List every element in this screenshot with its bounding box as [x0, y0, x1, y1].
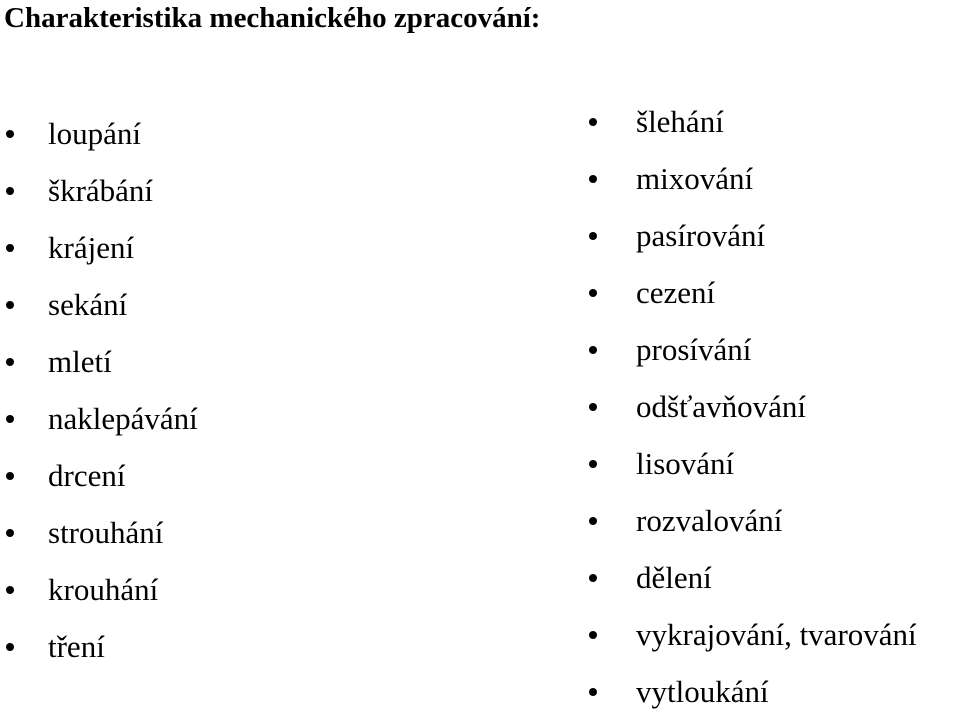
bullet-icon	[589, 574, 597, 582]
list-item	[586, 150, 917, 207]
page-title: Charakteristika mechanického zpracování:	[4, 2, 541, 34]
list-item	[0, 105, 198, 162]
list-item-label: odšťavňování	[636, 389, 806, 424]
list-item-label: krouhání	[48, 572, 159, 607]
list-item-label: vytloukání	[636, 674, 769, 709]
bullet-icon	[589, 631, 597, 639]
bullet-icon	[6, 472, 14, 480]
bullet-icon	[6, 358, 14, 366]
list-item	[586, 435, 917, 492]
bullet-icon	[6, 187, 14, 195]
bullet-icon	[589, 232, 597, 240]
list-item	[586, 321, 917, 378]
list-item-label: prosívání	[636, 332, 752, 367]
list-item	[0, 504, 198, 561]
bullet-icon	[589, 289, 597, 297]
list-item-label: šlehání	[636, 104, 724, 139]
list-item	[0, 618, 198, 675]
list-item	[586, 378, 917, 435]
bullet-icon	[589, 346, 597, 354]
bullet-icon	[6, 301, 14, 309]
left-process-list	[0, 105, 198, 675]
list-item	[586, 207, 917, 264]
list-item	[0, 219, 198, 276]
list-item-label: tření	[48, 629, 105, 664]
list-item-label: strouhání	[48, 515, 164, 550]
bullet-icon	[6, 643, 14, 651]
list-item	[586, 663, 917, 720]
list-item	[0, 561, 198, 618]
list-item	[586, 606, 917, 663]
list-item-label: dělení	[636, 560, 712, 595]
bullet-icon	[6, 586, 14, 594]
list-item-label: škrábání	[48, 173, 154, 208]
list-item-label: krájení	[48, 230, 135, 265]
list-item	[0, 390, 198, 447]
list-item	[586, 264, 917, 321]
list-item-label: lisování	[636, 446, 735, 481]
list-item	[586, 549, 917, 606]
list-item-label: mixování	[636, 161, 754, 196]
bullet-icon	[589, 517, 597, 525]
bullet-icon	[589, 688, 597, 696]
list-item	[586, 93, 917, 150]
list-item-label: sekání	[48, 287, 128, 322]
bullet-icon	[6, 415, 14, 423]
bullet-icon	[589, 175, 597, 183]
bullet-icon	[589, 403, 597, 411]
list-item-label: rozvalování	[636, 503, 783, 538]
list-item-label: pasírování	[636, 218, 766, 253]
list-item	[0, 447, 198, 504]
bullet-icon	[589, 118, 597, 126]
list-item	[0, 162, 198, 219]
right-process-list	[586, 93, 917, 720]
bullet-icon	[6, 244, 14, 252]
list-item	[0, 276, 198, 333]
list-item-label: cezení	[636, 275, 716, 310]
list-item-label: mletí	[48, 344, 112, 379]
list-item-label: naklepávání	[48, 401, 198, 436]
list-item-label: loupání	[48, 116, 141, 151]
bullet-icon	[589, 460, 597, 468]
bullet-icon	[6, 130, 14, 138]
list-item	[0, 333, 198, 390]
bullet-icon	[6, 529, 14, 537]
list-item-label: vykrajování, tvarování	[636, 617, 917, 652]
list-item	[586, 492, 917, 549]
list-item-label: drcení	[48, 458, 126, 493]
